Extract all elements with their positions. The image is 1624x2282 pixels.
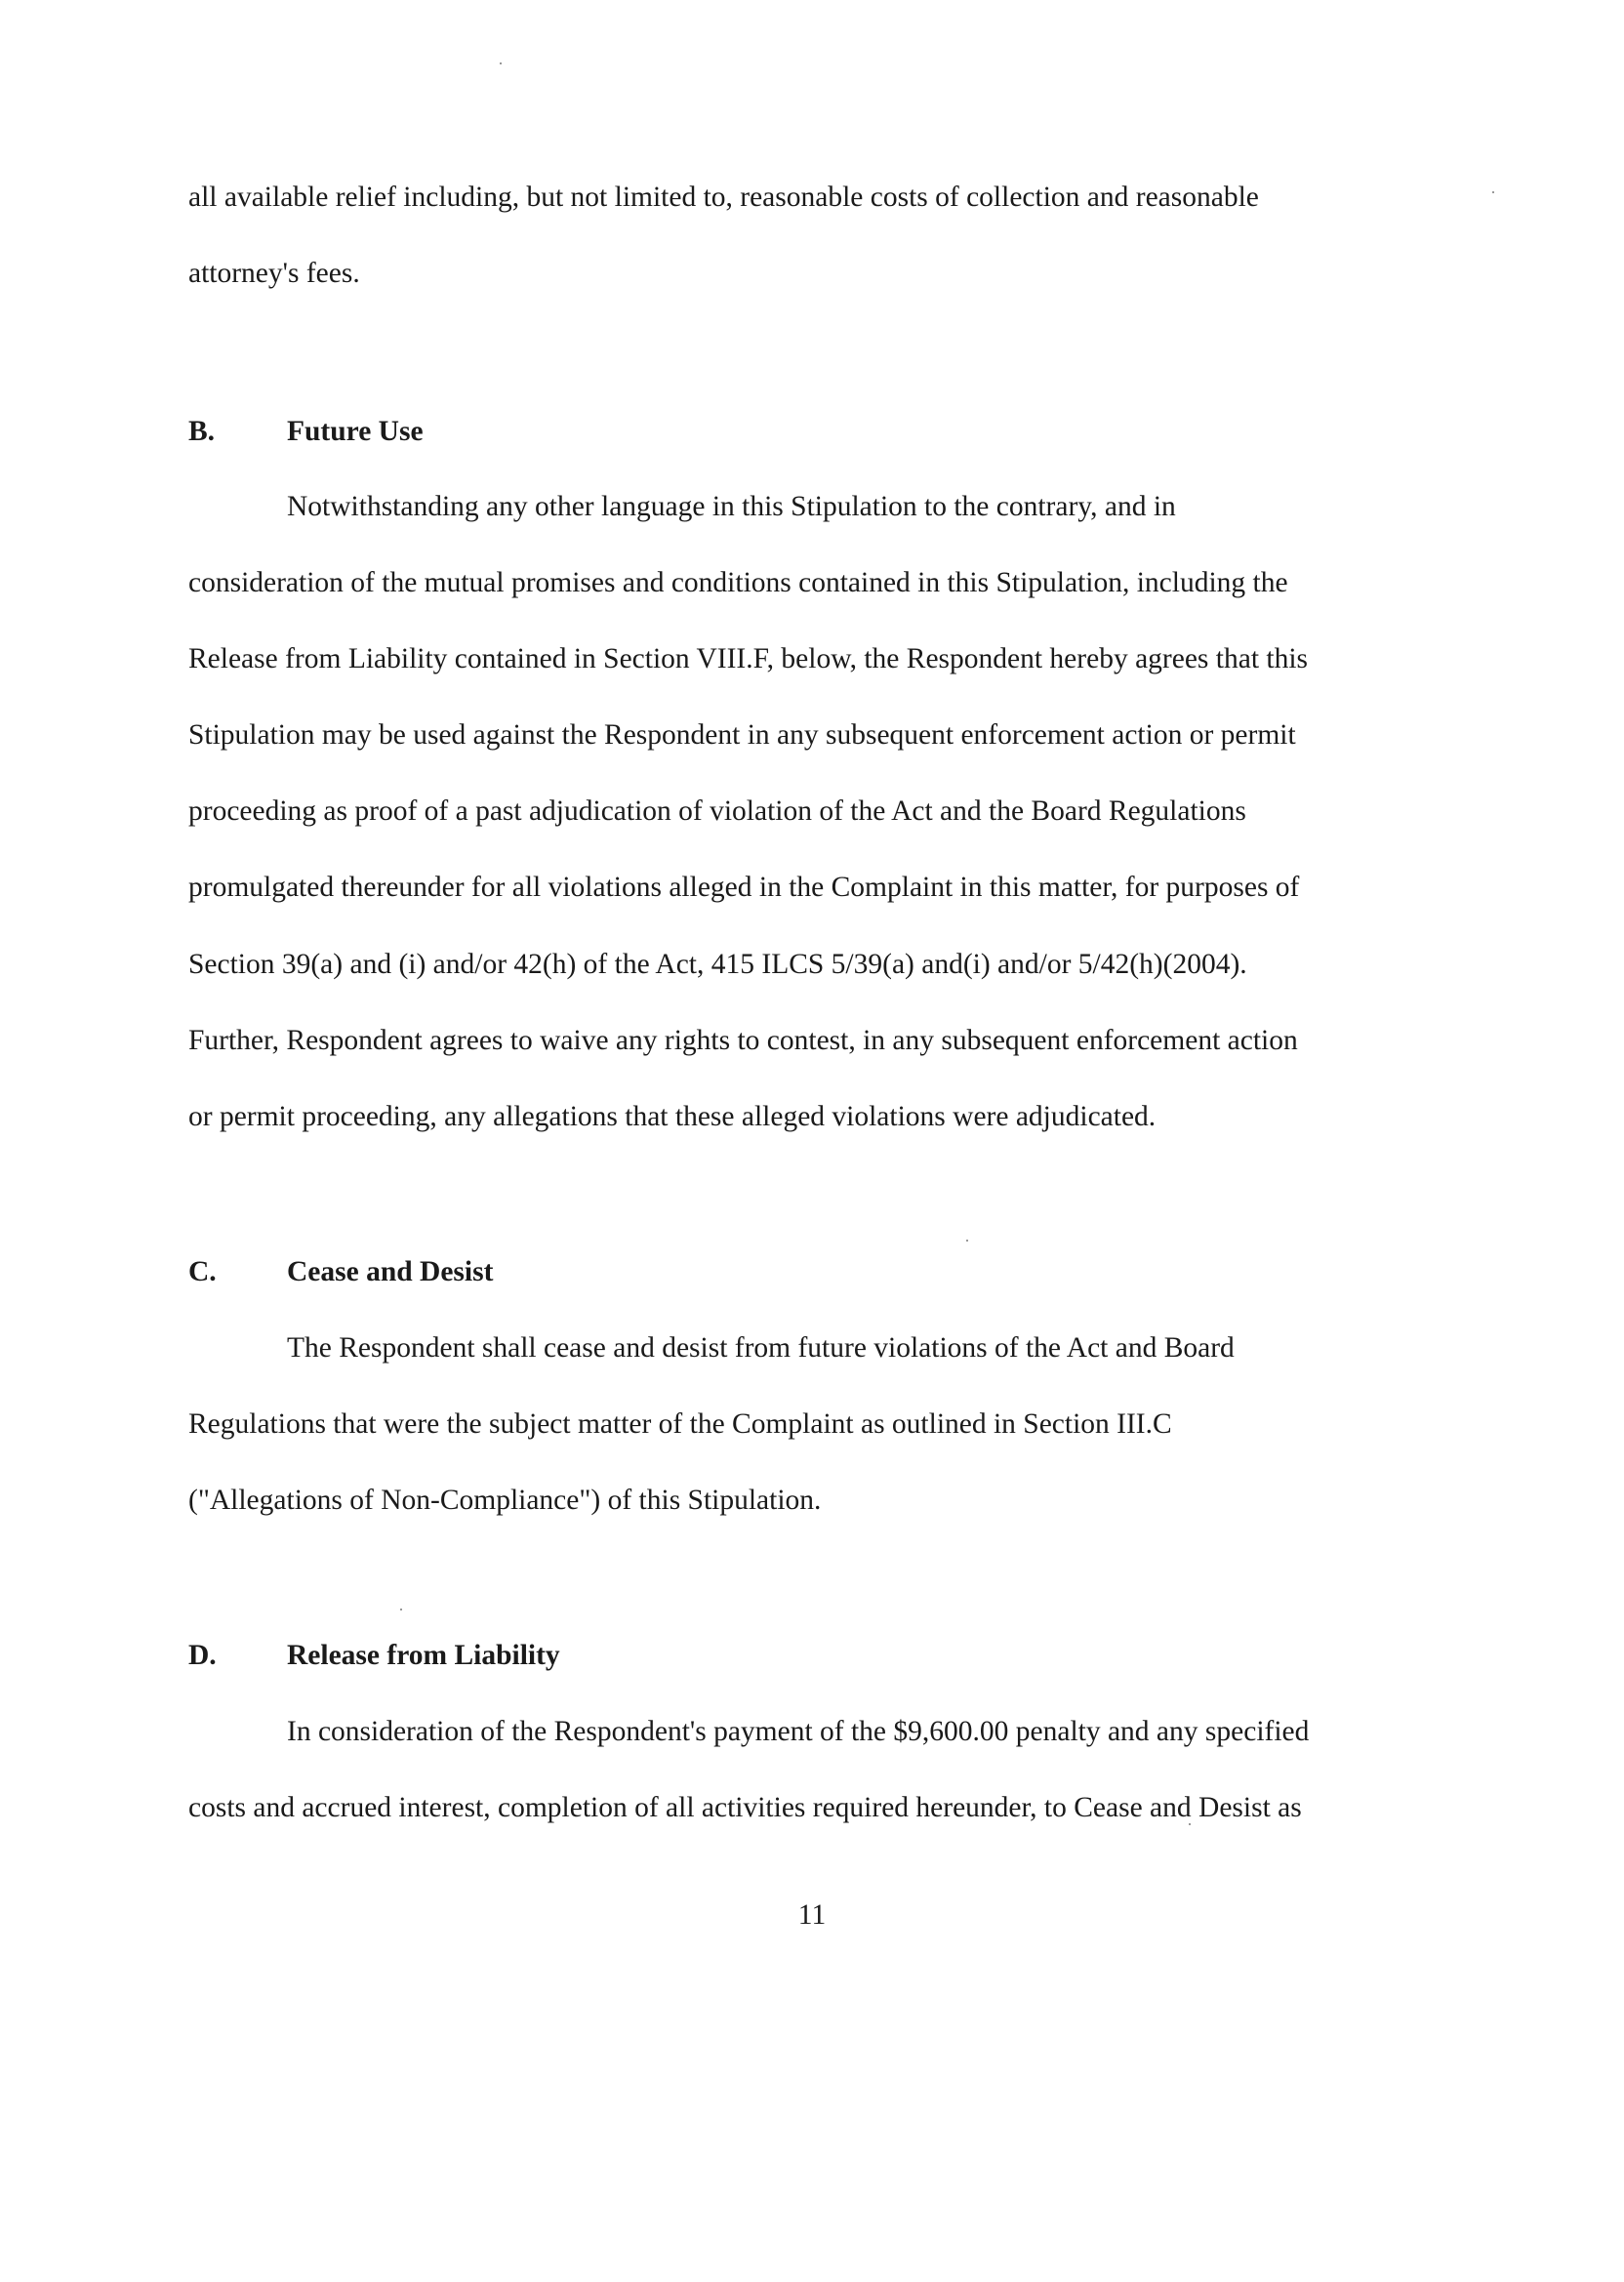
section-letter: B. xyxy=(188,416,216,447)
body-line: The Respondent shall cease and desist from future violations of the Act and Board xyxy=(287,1332,1235,1364)
body-line: costs and accrued interest, completion of all activities required hereunder, to Cease and Desist as xyxy=(188,1792,1302,1823)
body-line: promulgated thereunder for all violations alleged in the Complaint in this matter, for purposes of xyxy=(188,872,1300,903)
body-line: or permit proceeding, any allegations that these alleged violations were adjudicated. xyxy=(188,1101,1157,1132)
intro-line: all available relief including, but not limited to, reasonable costs of collection and reasonable xyxy=(188,182,1259,213)
scan-speck xyxy=(1492,191,1494,193)
body-line: ("Allegations of Non-Compliance") of this Stipulation. xyxy=(188,1485,822,1516)
scan-speck xyxy=(966,1240,968,1242)
body-line: In consideration of the Respondent's payment of the $9,600.00 penalty and any specified xyxy=(287,1716,1310,1747)
scan-speck xyxy=(500,62,502,64)
section-letter: D. xyxy=(188,1640,217,1671)
body-line: proceeding as proof of a past adjudication of violation of the Act and the Board Regulations xyxy=(188,795,1246,827)
body-line: Section 39(a) and (i) and/or 42(h) of the Act, 415 ILCS 5/39(a) and(i) and/or 5/42(h)(2004). xyxy=(188,949,1247,980)
section-title: Release from Liability xyxy=(287,1640,560,1671)
body-line: Release from Liability contained in Section VIII.F, below, the Respondent hereby agrees that this xyxy=(188,643,1309,674)
section-title: Future Use xyxy=(287,416,424,447)
section-title: Cease and Desist xyxy=(287,1256,494,1287)
section-letter: C. xyxy=(188,1256,217,1287)
body-line: Regulations that were the subject matter of the Complaint as outlined in Section III.C xyxy=(188,1408,1172,1440)
page-number: 11 xyxy=(797,1899,827,1931)
scan-speck xyxy=(400,1609,402,1610)
body-line: Notwithstanding any other language in this Stipulation to the contrary, and in xyxy=(287,491,1176,522)
body-line: Stipulation may be used against the Respondent in any subsequent enforcement action or permit xyxy=(188,719,1296,751)
intro-line: attorney's fees. xyxy=(188,258,360,289)
body-line: Further, Respondent agrees to waive any rights to contest, in any subsequent enforcement action xyxy=(188,1025,1298,1056)
body-line: consideration of the mutual promises and conditions contained in this Stipulation, including the xyxy=(188,567,1288,598)
